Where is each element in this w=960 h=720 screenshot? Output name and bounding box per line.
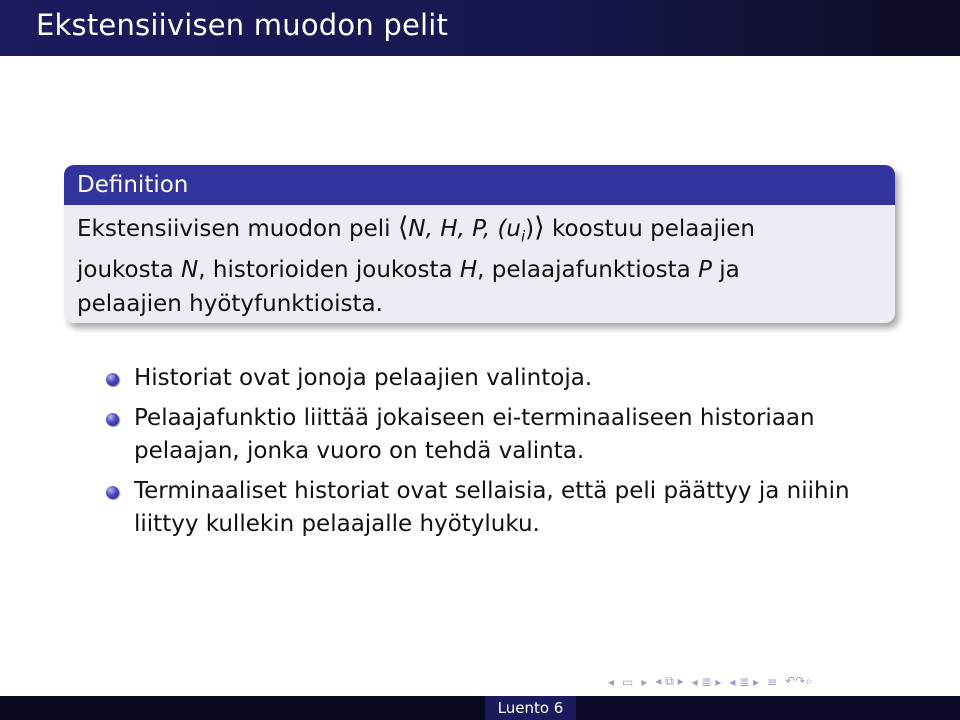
slide-title: Ekstensiivisen muodon pelit <box>36 8 449 42</box>
nav-section-next-icon[interactable]: ◂ ≣ ▸ <box>729 674 760 689</box>
definition-line-2: joukosta N, historioiden joukosta H, pelaajafunktiosta P ja <box>77 257 740 284</box>
bullet-text: Pelaajafunktio liittää jokaiseen ei-terminaaliseen historiaan pelaajan, jonka vuoro on tehdä valinta. <box>134 404 815 464</box>
definition-heading: Definition <box>64 165 895 205</box>
list-item <box>104 402 904 469</box>
bullet-ball-icon <box>106 373 119 386</box>
nav-subsection-icon[interactable]: ◂ ⧉ ▸ <box>655 674 684 688</box>
beamer-navigation <box>608 674 812 689</box>
definition-block <box>64 165 895 323</box>
footer-lecture-label: Luento 6 <box>485 696 576 720</box>
bullet-text: Terminaaliset historiat ovat sellaisia, että peli päättyy ja niihin liittyy kullekin pelaajalle hyötyluku. <box>134 477 850 537</box>
title-bar <box>0 0 960 56</box>
nav-next-arrow-icon[interactable]: ▸ <box>641 674 648 689</box>
footer-bar <box>0 696 960 720</box>
bullet-text: Historiat ovat jonoja pelaajien valintoja. <box>134 365 593 391</box>
list-item <box>104 475 904 542</box>
nav-align-icon[interactable]: ≡ <box>767 674 778 689</box>
bullet-ball-icon <box>106 413 119 426</box>
definition-body <box>64 205 895 321</box>
list-item <box>104 362 904 396</box>
bullet-ball-icon <box>106 486 119 499</box>
footer-right <box>576 696 960 720</box>
bullet-list <box>104 362 904 548</box>
definition-line-3: pelaajien hyötyfunktioista. <box>77 290 383 317</box>
nav-search-icon[interactable]: ↶↷⌕ <box>785 674 813 688</box>
nav-prev-arrow-icon[interactable]: ◂ <box>608 674 615 689</box>
footer-left <box>0 696 485 720</box>
nav-frame-icon[interactable]: ▭ <box>622 674 634 689</box>
nav-section-icon[interactable]: ◂ ≣ ▸ <box>691 674 722 689</box>
definition-line-1: Ekstensiivisen muodon peli ⟨N, H, P, $(u_i)⟩$ koostuu pelaajien <box>77 212 755 246</box>
